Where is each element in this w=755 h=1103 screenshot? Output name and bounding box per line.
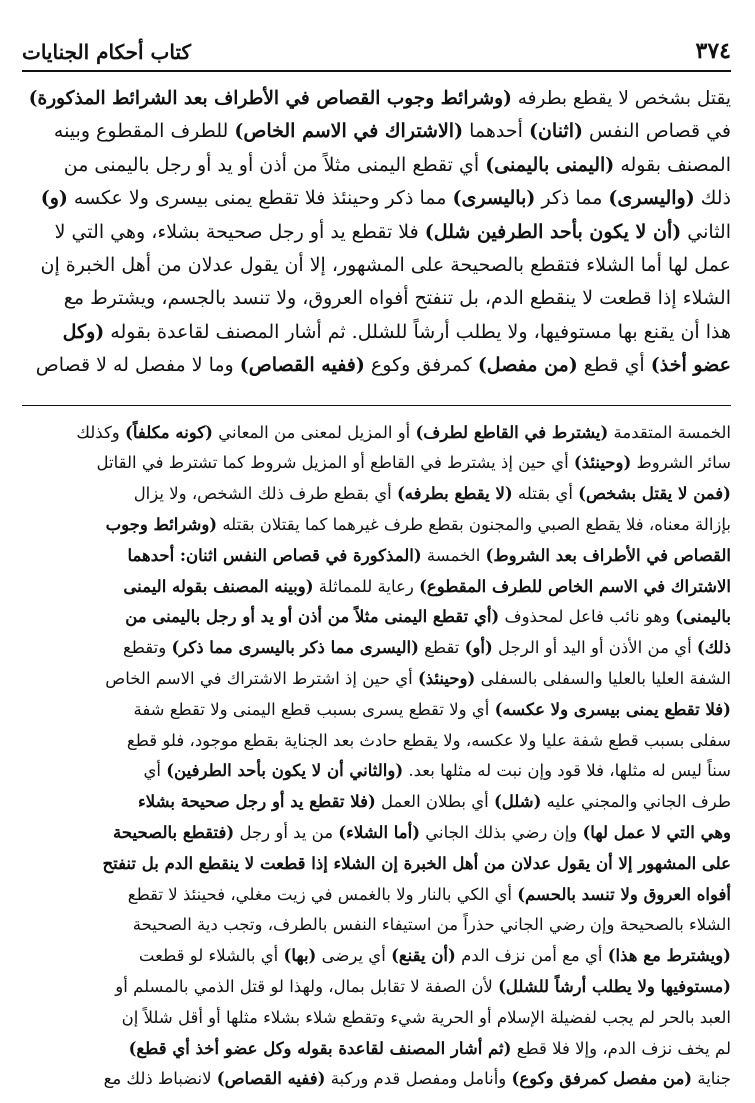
text-segment: مما ذكر وحينئذ فلا تقطع يمنى بيسرى ولا عكسه [67,187,453,210]
text-segment: الشفة العليا بالعليا والسفلى بالسفلى [475,669,731,689]
footnote-divider [22,405,731,406]
text-segment: وكذلك [76,422,126,442]
main-text-line [22,115,731,148]
bold-text-segment: باليمنى) [675,607,731,627]
main-text-line [22,182,731,215]
bold-text-segment: (الاشتراك في الاسم الخاص) [234,120,464,143]
text-segment: أي بقطع طرف ذلك الشخص، ولا يزال [133,484,397,504]
bold-text-segment: (وشرائط وجوب القصاص في الأطراف بعد الشرائط المذكورة) [28,88,512,109]
text-segment: في قصاص النفس [583,120,731,143]
text-segment: الشلاء بالصحيحة وإن رضي الجاني حذراً من استيفاء النفس بالطرف، وتجب دية الصحيحة [132,915,731,935]
commentary-line [22,787,731,818]
text-segment: رعاية للمماثلة [313,576,420,596]
text-segment: أي ولا تقطع يسرى بسبب قطع اليمنى ولا تقطع شفة [133,699,495,719]
bold-text-segment: (وحينئذ) [417,669,476,689]
commentary-line [22,756,731,787]
commentary-line [22,448,731,479]
commentary-line [22,941,731,972]
text-segment: أي من الأذن أو اليد أو الرجل [492,638,697,658]
text-segment: أي يرضى [316,946,392,966]
bold-text-segment: (أي تقطع اليمنى مثلاً من أذن أو يد أو رجل باليمنى من [125,607,500,627]
text-segment: المصنف بقوله [614,153,731,176]
text-segment: عمل لها أما الشلاء فتقطع بالصحيحة على المشهور، إلا أن يقول عدلان من أهل الخبرة إن [40,254,731,277]
text-segment: أي بقتله [512,484,579,504]
bold-text-segment: (مستوفيها ولا يطلب أرشاً للشلل) [498,977,731,996]
bold-text-segment: (شلل) [494,792,542,812]
bold-text-segment: (أما الشلاء) [338,823,421,843]
book-title: كتاب أحكام الجنايات [22,40,192,64]
text-segment: أي حين إذ اشترط الاشتراك في الاسم الخاص [105,669,418,689]
text-segment: العبد بالحر لم يجب لفضيلة الإسلام أو الحرية شيء وتقطع شلاء بشلاء مثلها أو أقل شللاً إن [121,1007,731,1027]
bold-text-segment: (و) [40,187,68,210]
bold-text-segment: القصاص في الأطراف بعد الشروط) [485,545,731,565]
text-segment: وأنامل ومفصل قدم وركبة [325,1069,512,1089]
bold-text-segment: (بها) [283,946,317,966]
main-text-line [22,282,731,315]
bold-text-segment: (واليسرى) [608,187,695,210]
commentary-text [22,418,731,1096]
text-segment: أي بالشلاء لو قطعت [138,946,284,966]
text-segment: الثاني [681,220,731,243]
text-segment: بإزالة معناه، فلا يقطع الصبي والمجنون بقطع طرف غيرهما كما يقتلان بقتله [217,515,731,535]
bold-text-segment: (ويشترط مع هذا) [607,946,731,966]
text-segment: سائر الشروط [631,453,731,473]
bold-text-segment: (وبينه المصنف بقوله اليمنى [123,576,314,596]
commentary-line [22,418,731,449]
bold-text-segment: (المذكورة في قصاص النفس اثنان: أحدهما [127,545,422,565]
text-segment: طرف الجاني والمجني عليه [541,792,731,812]
main-text-line [22,316,731,349]
commentary-line [22,695,731,726]
commentary-line [22,541,731,572]
bold-text-segment: (أو) [464,638,493,658]
bold-text-segment: الاشتراك في الاسم الخاص للطرف المقطوع) [419,576,731,596]
bold-text-segment: (ففيه القصاص) [216,1069,326,1089]
text-segment: أي الكي بالنار ولا بالغمس في زيت مغلي، فحينئذ لا تقطع [127,884,518,904]
bold-text-segment: (من مفصل) [477,354,578,377]
bold-text-segment: (اليمنى باليمنى) [485,153,615,176]
commentary-line [22,479,731,510]
text-segment: كمرفق وكوع [364,354,478,377]
main-text [22,72,731,383]
text-segment: وإن رضي بذلك الجاني [420,823,583,843]
bold-text-segment: (فلا تقطع يد أو رجل صحيحة بشلاء [138,792,376,812]
text-segment: ذلك [694,187,731,210]
main-text-line [22,216,731,249]
bold-text-segment: (اليسرى مما ذكر باليسرى مما ذكر) [171,638,419,658]
text-segment: أحدهما [463,120,529,143]
text-segment: وما لا مفصل له لا قصاص [35,354,240,377]
text-segment: أي بطلان العمل [375,792,494,812]
bold-text-segment: (أن لا يكون بأحد الطرفين شلل) [424,220,682,243]
bold-text-segment: (يشترط في القاطع لطرف) [415,422,609,442]
text-segment: فلا تقطع يد أو رجل صحيحة بشلاء، وهي التي لا [54,220,425,243]
main-text-line [22,149,731,182]
text-segment: وتقطع [122,638,172,658]
text-segment: هذا أن يقنع بها مستوفيها، ولا يطلب أرشاً للشلل. ثم أشار المصنف لقاعدة بقوله [104,320,731,343]
main-text-line [22,82,731,115]
text-segment: وهو نائب فاعل لمحذوف [499,607,676,627]
text-segment: سناً ليس له مثلها، فلا قود وإن نبت له مثلها بعد. [403,761,731,781]
text-segment: أي حين إذ يشترط في القاطع أو المزيل شروط كما تشترط في القاتل [96,453,574,473]
text-segment: يقتل بشخص لا يقطع بطرفه [511,88,731,109]
main-text-line [22,249,731,282]
bold-text-segment: (من مفصل كمرفق وكوع) [511,1069,693,1089]
commentary-line [22,726,731,757]
text-segment: لم يخف نزف الدم، وإلا فلا قطع [511,1038,731,1058]
text-segment: أي مع أمن نزف الدم [455,946,608,966]
commentary-line [22,664,731,695]
text-segment: أو المزيل لمعنى من المعاني [212,422,416,442]
commentary-line [22,1003,731,1034]
bold-text-segment: (فمن لا يقتل بشخص) [578,484,731,504]
commentary-line [22,1034,731,1065]
commentary-line [22,818,731,849]
text-segment: أي قطع [577,354,651,377]
commentary-line [22,972,731,1003]
bold-text-segment: (والثاني أن لا يكون بأحد الطرفين) [166,761,404,781]
text-segment: لانضباط ذلك مع [103,1069,217,1089]
bold-text-segment: (لا يقطع بطرفه) [396,484,513,504]
bold-text-segment: (أن يقنع) [391,946,456,966]
text-segment: أي [143,761,167,781]
text-segment: جناية [692,1069,731,1089]
bold-text-segment: ذلك) [696,638,731,658]
bold-text-segment: (اثنان) [528,120,583,143]
main-text-line [22,349,731,382]
bold-text-segment: (ثم أشار المصنف لقاعدة بقوله وكل عضو أخذ أي قطع) [128,1038,512,1058]
commentary-line [22,910,731,941]
commentary-line [22,849,731,880]
text-segment: الشلاء إذا قطعت لا ينقطع الدم، بل تنفتح أفواه العروق، ولا تنسد بالجسم، ويشترط مع [63,287,731,310]
commentary-line [22,633,731,664]
text-segment: لأن الصفة لا تقابل بمال، ولهذا لو قتل الذمي بالمسلم أو [115,977,499,996]
page-number: ٣٧٤ [695,38,731,64]
text-segment: الخمسة المتقدمة [608,422,731,442]
bold-text-segment: (باليسرى) [452,187,536,210]
bold-text-segment: (كونه مكلفاً) [125,422,213,442]
commentary-line [22,880,731,911]
bold-text-segment: (وشرائط وجوب [105,515,218,535]
text-segment: سفلى بسبب قطع شفة عليا ولا عكسه، ولا يقطع حادث بعد الجناية بقطع موجود، فلو قطع [126,730,731,750]
text-segment: تقطع [418,638,465,658]
text-segment: للطرف المقطوع وبينه [53,120,235,143]
bold-text-segment: (وحينئذ) [573,453,632,473]
bold-text-segment: على المشهور إلا أن يقول عدلان من أهل الخبرة إن الشلاء إذا قطعت لا ينقطع الدم بل تنفتح [102,853,731,873]
bold-text-segment: أفواه العروق ولا تنسد بالحسم) [517,884,731,904]
bold-text-segment: (ففيه القصاص) [239,354,365,377]
commentary-line [22,1064,731,1095]
commentary-line [22,510,731,541]
text-segment: مما ذكر [535,187,609,210]
bold-text-segment: (فتقطع بالصحيحة [113,823,235,843]
text-segment: الخمسة [421,545,486,565]
bold-text-segment: عضو أخذ) [650,354,731,377]
bold-text-segment: وهي التي لا عمل لها) [582,823,731,843]
text-segment: من يد أو رجل [234,823,339,843]
bold-text-segment: (فلا تقطع يمنى بيسرى ولا عكسه) [494,699,731,719]
commentary-line [22,572,731,603]
text-segment: أي تقطع اليمنى مثلاً من أذن أو يد أو رجل باليمنى من [63,153,486,176]
running-header [22,0,731,72]
bold-text-segment: (وكل [62,320,105,343]
commentary-line [22,602,731,633]
